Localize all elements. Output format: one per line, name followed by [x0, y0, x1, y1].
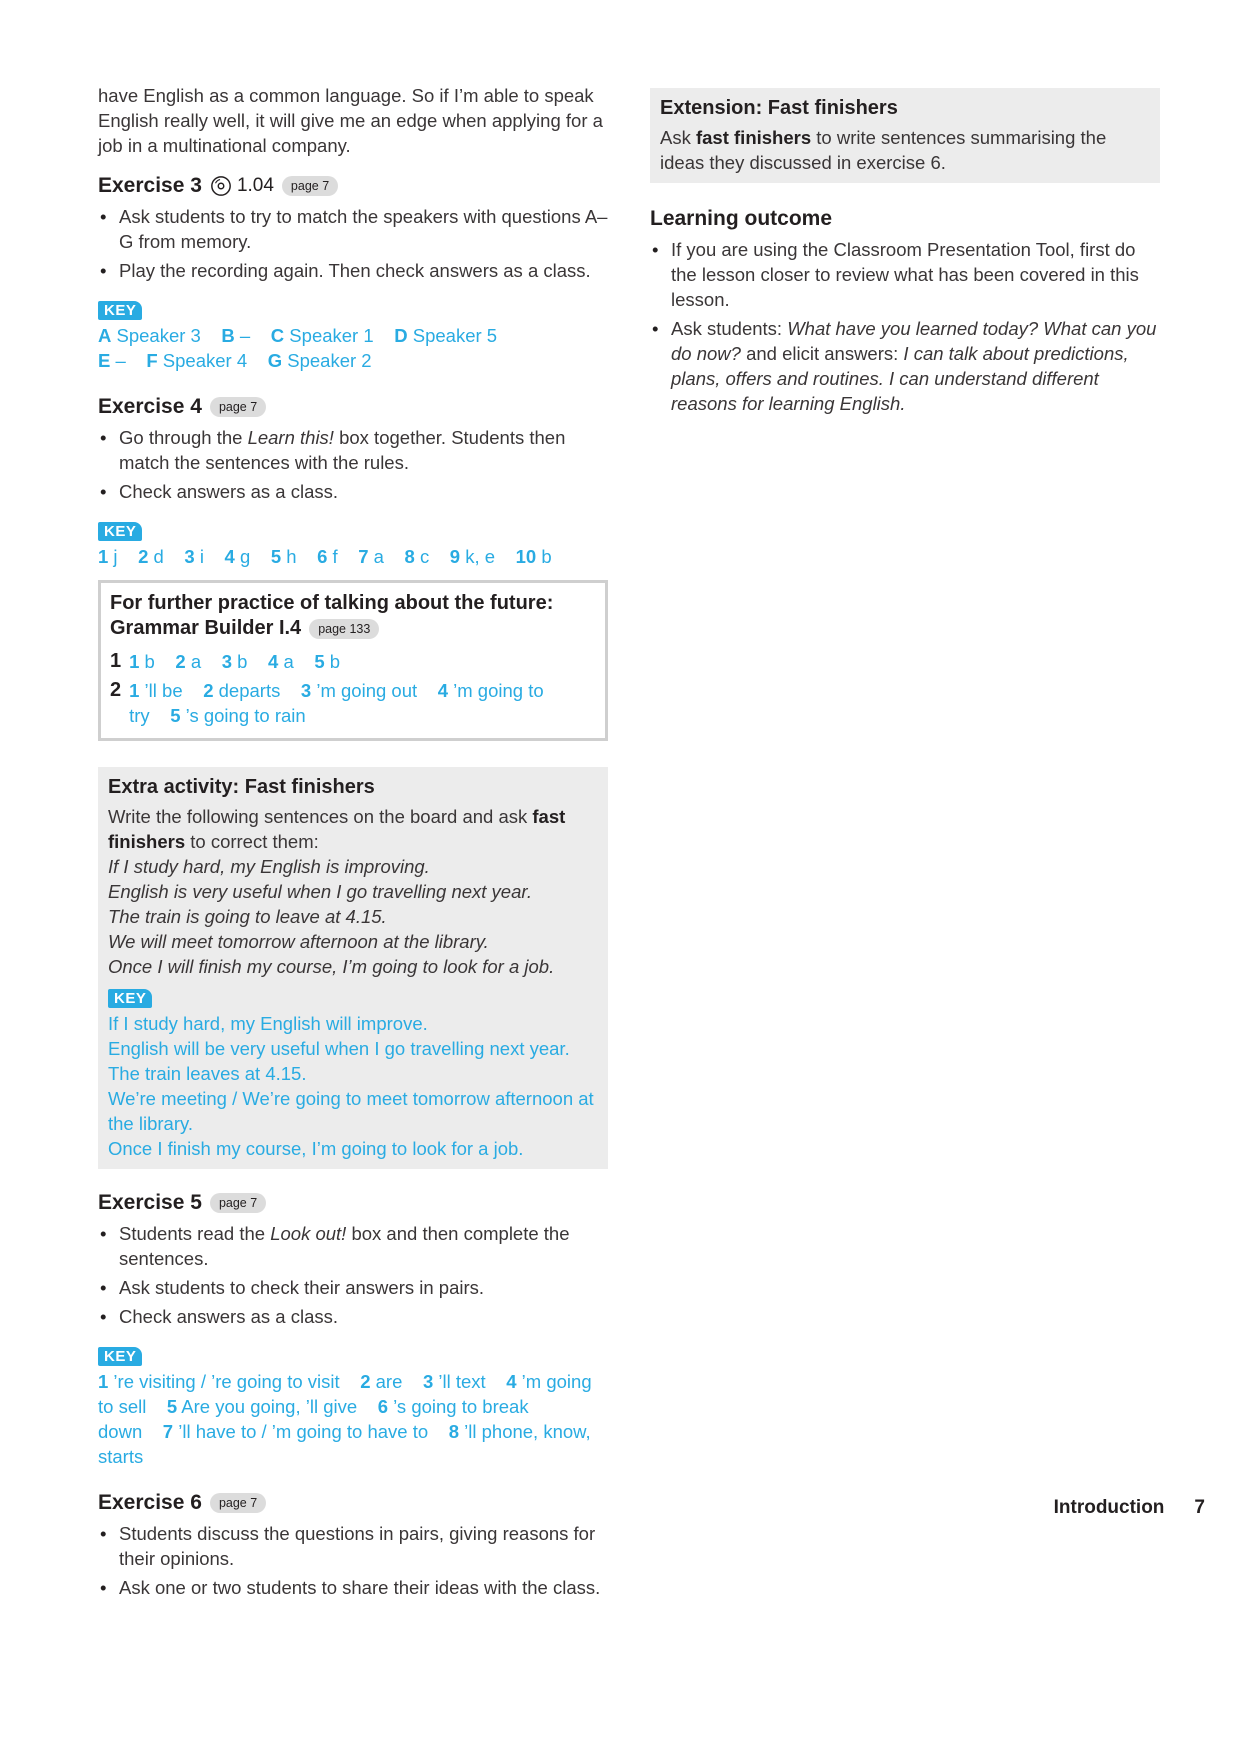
- key-badge: KEY: [98, 522, 142, 541]
- corrected-sentence: Once I finish my course, I’m going to look for a job.: [108, 1138, 524, 1159]
- list-item: • If you are using the Classroom Presentation Tool, first do the lesson closer to review what has been covered in this lesson.: [650, 237, 1160, 312]
- exercise-4-key: [98, 544, 608, 569]
- key-item-number: 7: [162, 1421, 174, 1442]
- key-item-answer: ’ll be: [139, 680, 183, 701]
- exercise-3-title: Exercise 3: [98, 174, 202, 197]
- key-item: [129, 651, 155, 672]
- exercise-5-key: [98, 1369, 608, 1469]
- key-item: [405, 546, 430, 567]
- incorrect-sentence: Once I will finish my course, I’m going to look for a job.: [108, 956, 555, 977]
- key-item-number: 4: [506, 1371, 517, 1392]
- key-item-answer: –: [110, 350, 126, 371]
- list-item: • Ask students to try to match the speakers with questions A–G from memory.: [98, 204, 608, 254]
- key-item: [516, 546, 552, 567]
- key-item-answer: b: [139, 651, 155, 672]
- incorrect-sentence: If I study hard, my English is improving.: [108, 856, 430, 877]
- key-item: [175, 651, 201, 672]
- key-item: [271, 546, 297, 567]
- key-item: [203, 680, 280, 701]
- key-item-answer: Speaker 3: [111, 325, 201, 346]
- exercise-6-title: Exercise 6: [98, 1491, 202, 1514]
- key-item-answer: Are you going, ’ll give: [177, 1396, 358, 1417]
- key-item-number: 3: [300, 680, 312, 701]
- grammar-answers-1: [110, 649, 595, 674]
- key-item: [98, 350, 126, 371]
- key-item-number: E: [98, 350, 111, 371]
- key-item: [163, 1421, 428, 1442]
- key-item: [98, 325, 201, 346]
- right-column: [650, 88, 1160, 420]
- key-item-number: 1: [98, 1371, 109, 1392]
- key-item-number: G: [267, 350, 283, 371]
- key-item-number: 3: [221, 651, 233, 672]
- key-item: [98, 546, 118, 567]
- audio-track: [210, 175, 274, 197]
- key-item-number: 5: [170, 705, 181, 726]
- key-item: [423, 1371, 486, 1392]
- corrected-sentence: English will be very useful when I go travelling next year.: [108, 1038, 570, 1059]
- key-item: [301, 680, 417, 701]
- key-item-number: 4: [224, 546, 235, 567]
- key-item: [222, 651, 248, 672]
- key-item-answer: ’s going to rain: [180, 705, 306, 726]
- key-item-answer: k, e: [460, 546, 496, 567]
- key-item-number: 2: [203, 680, 214, 701]
- audio-cd-icon: [210, 175, 232, 197]
- exercise-4-heading: [98, 395, 608, 419]
- list-item: • Students discuss the questions in pairs, giving reasons for their opinions.: [98, 1521, 608, 1571]
- key-item-answer: i: [194, 546, 204, 567]
- key-item-number: 5: [166, 1396, 178, 1417]
- key-item: [271, 325, 374, 346]
- page-reference: page 133: [309, 619, 379, 639]
- key-item: [450, 546, 495, 567]
- page-number: 7: [1194, 1497, 1205, 1518]
- key-item-answer: Speaker 2: [282, 350, 372, 371]
- exercise-4-title: Exercise 4: [98, 395, 202, 418]
- page-footer: [1054, 1497, 1205, 1519]
- key-item-answer: Speaker 1: [284, 325, 374, 346]
- grammar-box-title-line2: Grammar Builder I.4 page 133: [110, 616, 595, 641]
- learning-outcome-heading: Learning outcome: [650, 207, 833, 230]
- key-item-number: 2: [138, 546, 149, 567]
- corrected-sentence: If I study hard, my English will improve.: [108, 1013, 428, 1034]
- key-item-number: 3: [422, 1371, 434, 1392]
- incorrect-sentence: The train is going to leave at 4.15.: [108, 906, 387, 927]
- key-item-number: 7: [358, 546, 369, 567]
- list-item: • Play the recording again. Then check answers as a class.: [98, 258, 608, 283]
- extension-title: Extension: Fast finishers: [660, 97, 898, 119]
- key-badge: KEY: [98, 1347, 142, 1366]
- page-reference: page 7: [210, 1493, 266, 1513]
- key-item-number: 5: [314, 651, 325, 672]
- key-item: [138, 546, 164, 567]
- key-item-answer: f: [327, 546, 338, 567]
- key-item-answer: a: [368, 546, 384, 567]
- key-item: [394, 325, 497, 346]
- key-item: [317, 546, 338, 567]
- key-item: [358, 546, 384, 567]
- page-reference: page 7: [282, 176, 338, 196]
- key-item-answer: ’s going to break down: [98, 1396, 529, 1442]
- exercise-3-heading: [98, 174, 608, 198]
- page-reference: page 7: [210, 1193, 266, 1213]
- key-item-answer: h: [281, 546, 297, 567]
- exercise-5-bullets: [98, 1221, 608, 1329]
- key-item-number: 8: [448, 1421, 459, 1442]
- list-item: • Ask one or two students to share their ideas with the class.: [98, 1575, 608, 1600]
- key-badge: KEY: [98, 301, 142, 320]
- key-item-answer: ’re visiting / ’re going to visit: [108, 1371, 340, 1392]
- extra-answers: [108, 1011, 598, 1161]
- exercise-3-bullets: [98, 204, 608, 283]
- key-item-answer: ’ll text: [433, 1371, 486, 1392]
- key-item: [314, 651, 340, 672]
- answer-set-number: 1: [110, 650, 122, 672]
- extra-activity-box: [98, 767, 608, 1169]
- extra-activity-intro: Write the following sentences on the board and ask fast finishers to correct them:: [108, 806, 566, 852]
- key-item: [184, 546, 204, 567]
- key-item-number: 8: [404, 546, 415, 567]
- key-item-number: 1: [129, 651, 140, 672]
- incorrect-sentence: We will meet tomorrow afternoon at the library.: [108, 931, 489, 952]
- key-item-answer: ’m going out: [311, 680, 418, 701]
- key-item-answer: c: [414, 546, 430, 567]
- page-reference: page 7: [210, 397, 266, 417]
- key-item-number: 9: [449, 546, 461, 567]
- key-item-number: 6: [377, 1396, 389, 1417]
- key-item-answer: are: [370, 1371, 403, 1392]
- grammar-box-title-line1: For further practice of talking about the future:: [110, 592, 554, 614]
- key-item-answer: departs: [213, 680, 281, 701]
- intro-paragraph: have English as a common language. So if I’m able to speak English really well, it will give me an edge when applying for a job in a multinational company.: [98, 85, 603, 156]
- key-item-number: B: [221, 325, 235, 346]
- left-column: [98, 83, 608, 1604]
- key-item-answer: Speaker 4: [157, 350, 248, 371]
- key-item: [129, 680, 183, 701]
- exercise-5-title: Exercise 5: [98, 1191, 202, 1214]
- key-item-answer: b: [324, 651, 341, 672]
- answer-set-number: 2: [110, 679, 122, 701]
- extension-text: Ask fast finishers to write sentences summarising the ideas they discussed in exercise 6.: [660, 127, 1107, 173]
- key-item-number: A: [98, 325, 112, 346]
- key-item: [268, 350, 372, 371]
- key-line: [129, 649, 340, 674]
- exercise-4-bullets: [98, 425, 608, 504]
- key-item-answer: b: [232, 651, 248, 672]
- grammar-builder-box: [98, 580, 608, 741]
- key-item-answer: g: [234, 546, 251, 567]
- key-item-answer: –: [234, 325, 251, 346]
- key-item-number: 2: [360, 1371, 371, 1392]
- key-item-number: 4: [268, 651, 279, 672]
- key-item-answer: b: [536, 546, 552, 567]
- key-item-answer: ’m going to sell: [98, 1371, 592, 1417]
- key-item-number: 5: [270, 546, 282, 567]
- key-item: [360, 1371, 402, 1392]
- key-item: [170, 705, 305, 726]
- corrected-sentence: We’re meeting / We’re going to meet tomorrow afternoon at the library.: [108, 1088, 594, 1134]
- key-item: [225, 546, 251, 567]
- extension-box: [650, 88, 1160, 183]
- key-item-answer: ’m going to try: [129, 680, 544, 726]
- key-item-number: 2: [175, 651, 186, 672]
- key-item-number: 1: [98, 546, 109, 567]
- key-item-number: 6: [317, 546, 328, 567]
- list-item: • Check answers as a class.: [98, 1304, 608, 1329]
- key-line: [98, 323, 608, 348]
- exercise-3-key: [98, 323, 608, 373]
- key-item-answer: a: [185, 651, 202, 672]
- key-item: [167, 1396, 357, 1417]
- learning-outcome-bullets: [650, 237, 1160, 416]
- key-badge: KEY: [108, 989, 152, 1008]
- corrected-sentence: The train leaves at 4.15.: [108, 1063, 307, 1084]
- audio-track-number: 1.04: [236, 175, 274, 196]
- key-line: [129, 678, 595, 728]
- key-item-number: F: [146, 350, 158, 371]
- extra-activity-title: Extra activity: Fast finishers: [108, 776, 375, 798]
- key-item-number: 4: [437, 680, 448, 701]
- key-item-number: C: [270, 325, 285, 346]
- exercise-6-heading: [98, 1491, 608, 1515]
- grammar-answers-2: [110, 678, 595, 728]
- key-item-answer: ’ll phone, know, starts: [98, 1421, 591, 1467]
- key-item: [146, 350, 247, 371]
- key-item-answer: j: [108, 546, 118, 567]
- key-item-answer: ’ll have to / ’m going to have to: [173, 1421, 429, 1442]
- key-item: [221, 325, 250, 346]
- exercise-5-heading: [98, 1191, 608, 1215]
- key-item-number: 3: [184, 546, 195, 567]
- list-item: • Ask students: What have you learned today? What can you do now? and elicit answers: I can talk about predictions, plans, offers and routines. I can understand different reasons for learning English.: [650, 316, 1160, 416]
- key-item-answer: d: [148, 546, 164, 567]
- key-item: [268, 651, 294, 672]
- key-item: [98, 1371, 340, 1392]
- extra-sentences: [108, 854, 598, 979]
- key-item-number: D: [394, 325, 408, 346]
- list-item: • Ask students to check their answers in pairs.: [98, 1275, 608, 1300]
- key-item-number: 1: [129, 680, 140, 701]
- key-item-answer: a: [278, 651, 294, 672]
- exercise-6-bullets: [98, 1521, 608, 1600]
- key-item-number: 10: [515, 546, 537, 567]
- key-item-answer: Speaker 5: [407, 325, 498, 346]
- footer-section: Introduction: [1053, 1497, 1165, 1518]
- incorrect-sentence: English is very useful when I go travelling next year.: [108, 881, 533, 902]
- key-line: [98, 348, 608, 373]
- list-item: • Go through the Learn this! box together. Students then match the sentences with the rules.: [98, 425, 608, 475]
- list-item: • Students read the Look out! box and then complete the sentences.: [98, 1221, 608, 1271]
- list-item: • Check answers as a class.: [98, 479, 608, 504]
